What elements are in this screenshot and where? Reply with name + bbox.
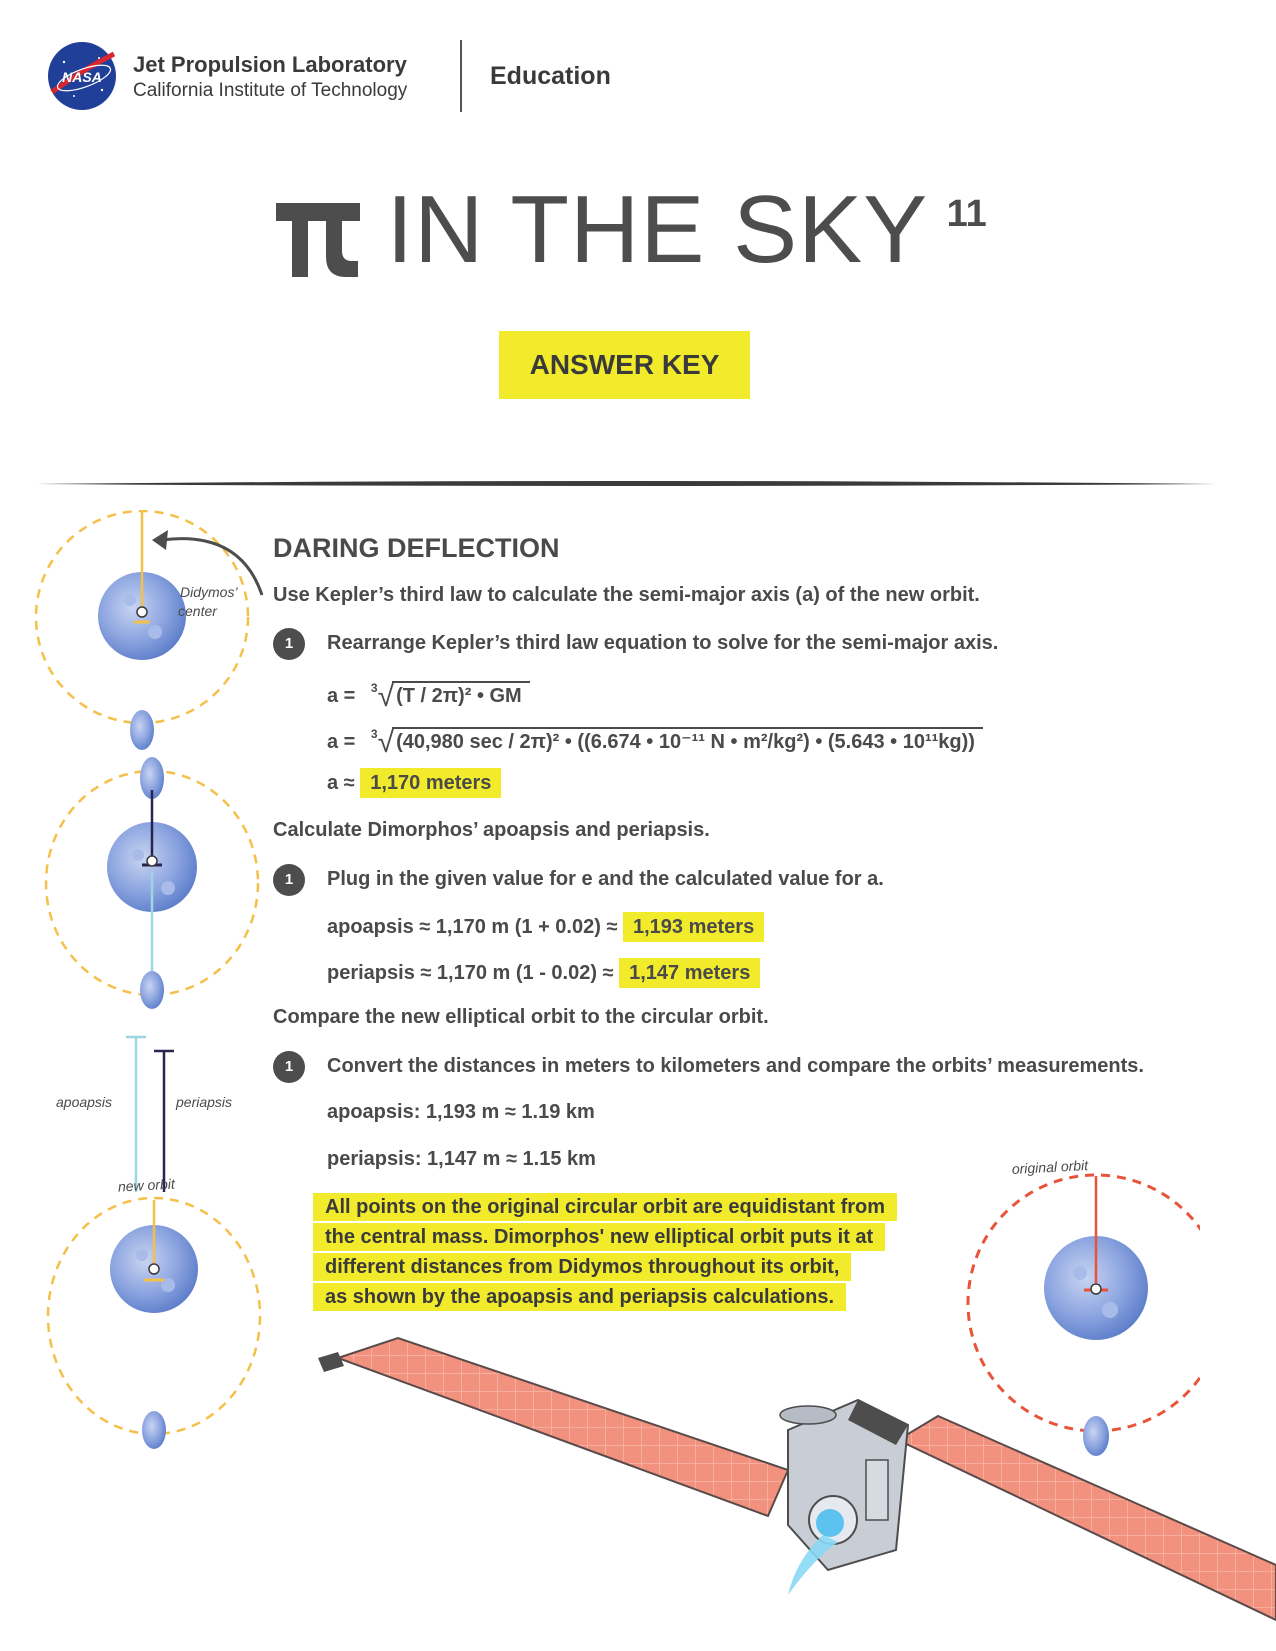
step-number: 1 xyxy=(273,628,305,660)
arrow-icon xyxy=(152,530,168,550)
note-line: All points on the original circular orbit are equidistant from xyxy=(313,1193,897,1221)
note-line: different distances from Didymos throughout its orbit, xyxy=(313,1253,851,1281)
answer-key-badge: ANSWER KEY xyxy=(499,331,750,399)
step-convert: Convert the distances in meters to kilometers and compare the orbits’ measurements. xyxy=(327,1055,1144,1077)
pi-icon xyxy=(272,175,364,285)
didymos-center-diagram xyxy=(36,510,262,750)
svg-text:new orbit: new orbit xyxy=(117,1175,176,1195)
page-title xyxy=(272,175,987,285)
orbit-diagrams xyxy=(30,510,290,1450)
note-line: the central mass. Dimorphos' new elliptical orbit puts it at xyxy=(313,1223,885,1251)
step-rearrange: Rearrange Kepler’s third law equation to solve for the semi-major axis. xyxy=(327,632,999,654)
step-number: 1 xyxy=(273,1051,305,1083)
svg-text:original orbit: original orbit xyxy=(1011,1157,1089,1177)
svg-text:NASA: NASA xyxy=(62,69,102,85)
svg-text:Didymos’: Didymos’ xyxy=(180,584,238,600)
section-rule xyxy=(36,480,1216,488)
elliptical-orbit-diagram xyxy=(46,757,258,1009)
apoapsis-km: apoapsis: 1,193 m ≈ 1.19 km xyxy=(327,1101,595,1123)
new-orbit-diagram xyxy=(48,1176,260,1449)
step-plug-in: Plug in the given value for e and the calculated value for a. xyxy=(327,868,884,890)
dart-spacecraft-illustration xyxy=(318,1320,1276,1651)
apoapsis-equation: apoapsis ≈ 1,170 m (1 + 0.02) ≈ 1,193 meters xyxy=(327,916,764,939)
apoapsis-answer: 1,193 meters xyxy=(623,912,764,942)
equation-2: a = $^3$√ (40,980 sec / 2π)² • ((6.674 • 10⁻¹¹ N • m²/kg²) • (5.643 • 10¹¹kg)) xyxy=(327,726,983,760)
semi-major-answer: 1,170 meters xyxy=(360,768,501,798)
conclusion-note xyxy=(313,1196,897,1309)
title-number: 11 xyxy=(946,193,987,235)
section-heading: DARING DEFLECTION xyxy=(273,533,560,563)
apoapsis-periapsis-bars xyxy=(56,1037,232,1192)
svg-text:center: center xyxy=(178,603,217,619)
svg-text:apoapsis: apoapsis xyxy=(56,1094,113,1110)
lead-compare: Compare the new elliptical orbit to the circular orbit. xyxy=(273,1006,769,1028)
step-number: 1 xyxy=(273,864,305,896)
equation-3: a ≈ 1,170 meters xyxy=(327,772,501,795)
periapsis-equation: periapsis ≈ 1,170 m (1 - 0.02) ≈ 1,147 meters xyxy=(327,962,760,985)
dimorphos-asteroid xyxy=(130,710,154,750)
lead-kepler: Use Kepler’s third law to calculate the semi-major axis (a) of the new orbit. xyxy=(273,584,980,606)
svg-text:periapsis: periapsis xyxy=(176,1094,233,1110)
jpl-name: Jet Propulsion Laboratory xyxy=(133,52,407,77)
periapsis-answer: 1,147 meters xyxy=(619,958,760,988)
title-text: IN THE SKY xyxy=(386,176,929,283)
equation-1: a = $^3$√ (T / 2π)² • GM xyxy=(327,680,530,714)
section-label: Education xyxy=(490,62,611,90)
nasa-logo xyxy=(44,40,120,112)
jpl-subtitle: California Institute of Technology xyxy=(133,80,408,101)
header-divider xyxy=(460,40,462,112)
periapsis-km: periapsis: 1,147 m ≈ 1.15 km xyxy=(327,1148,596,1170)
lead-apoapsis-periapsis: Calculate Dimorphos’ apoapsis and periapsis. xyxy=(273,819,710,841)
note-line: as shown by the apoapsis and periapsis calculations. xyxy=(313,1283,846,1311)
